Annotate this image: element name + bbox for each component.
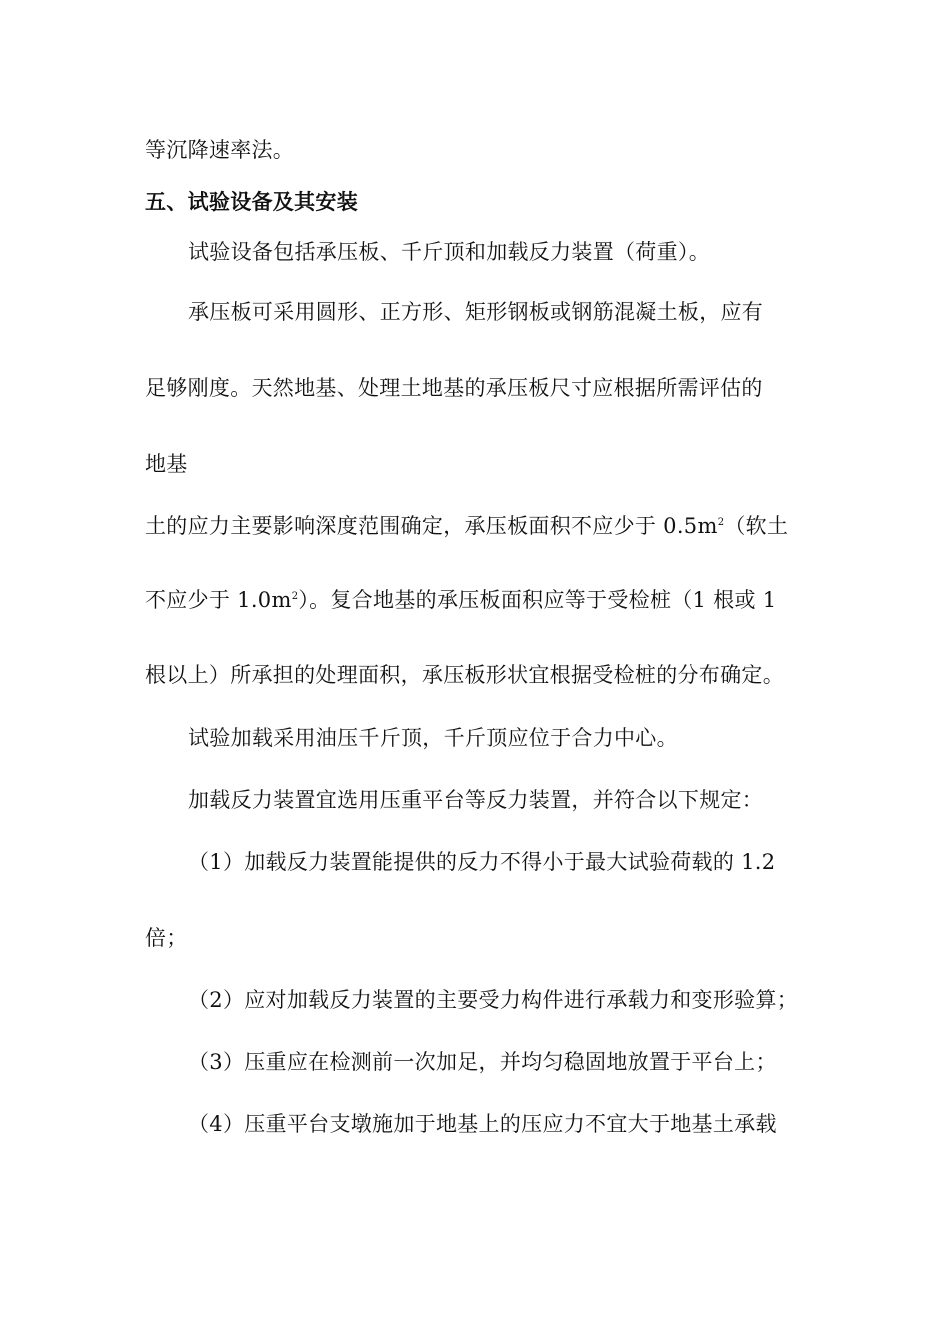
list-item-1: （1）加载反力装置能提供的反力不得小于最大试验荷载的 1.2	[188, 850, 776, 874]
list-item-2: （2）应对加载反力装置的主要受力构件进行承载力和变形验算；	[188, 988, 799, 1012]
paragraph-line-7	[145, 586, 776, 614]
paragraph-line-10: 加载反力装置宜选用压重平台等反力装置，并符合以下规定：	[188, 788, 764, 812]
paragraph-line-6-text: 土的应力主要影响深度范围确定，承压板面积不应少于 0.5m	[145, 514, 718, 538]
paragraph-line-6	[145, 512, 788, 540]
superscript-2: 2	[291, 591, 299, 602]
paragraph-line-5: 地基	[145, 452, 188, 476]
paragraph-line-6-tail: （软土	[724, 514, 789, 538]
list-item-1-continued: 倍；	[145, 926, 188, 950]
paragraph-line-2: 试验设备包括承压板、千斤顶和加载反力装置（荷重）。	[188, 240, 710, 264]
paragraph-line-1: 等沉降速率法。	[145, 138, 295, 162]
paragraph-line-8: 根以上）所承担的处理面积，承压板形状宜根据受检桩的分布确定。	[145, 663, 784, 687]
paragraph-line-7-text: 不应少于 1.0m	[145, 588, 292, 612]
paragraph-line-7-tail: ）。复合地基的承压板面积应等于受检桩（1 根或 1	[298, 588, 777, 612]
paragraph-line-9: 试验加载采用油压千斤顶，千斤顶应位于合力中心。	[188, 726, 678, 750]
superscript-2: 2	[717, 517, 725, 528]
paragraph-line-4: 足够刚度。天然地基、处理土地基的承压板尺寸应根据所需评估的	[145, 376, 763, 400]
paragraph-line-3: 承压板可采用圆形、正方形、矩形钢板或钢筋混凝土板，应有	[188, 300, 764, 324]
list-item-3: （3）压重应在检测前一次加足，并均匀稳固地放置于平台上；	[188, 1050, 777, 1074]
list-item-4: （4）压重平台支墩施加于地基上的压应力不宜大于地基土承载	[188, 1112, 777, 1136]
section-heading: 五、试验设备及其安装	[145, 189, 358, 214]
